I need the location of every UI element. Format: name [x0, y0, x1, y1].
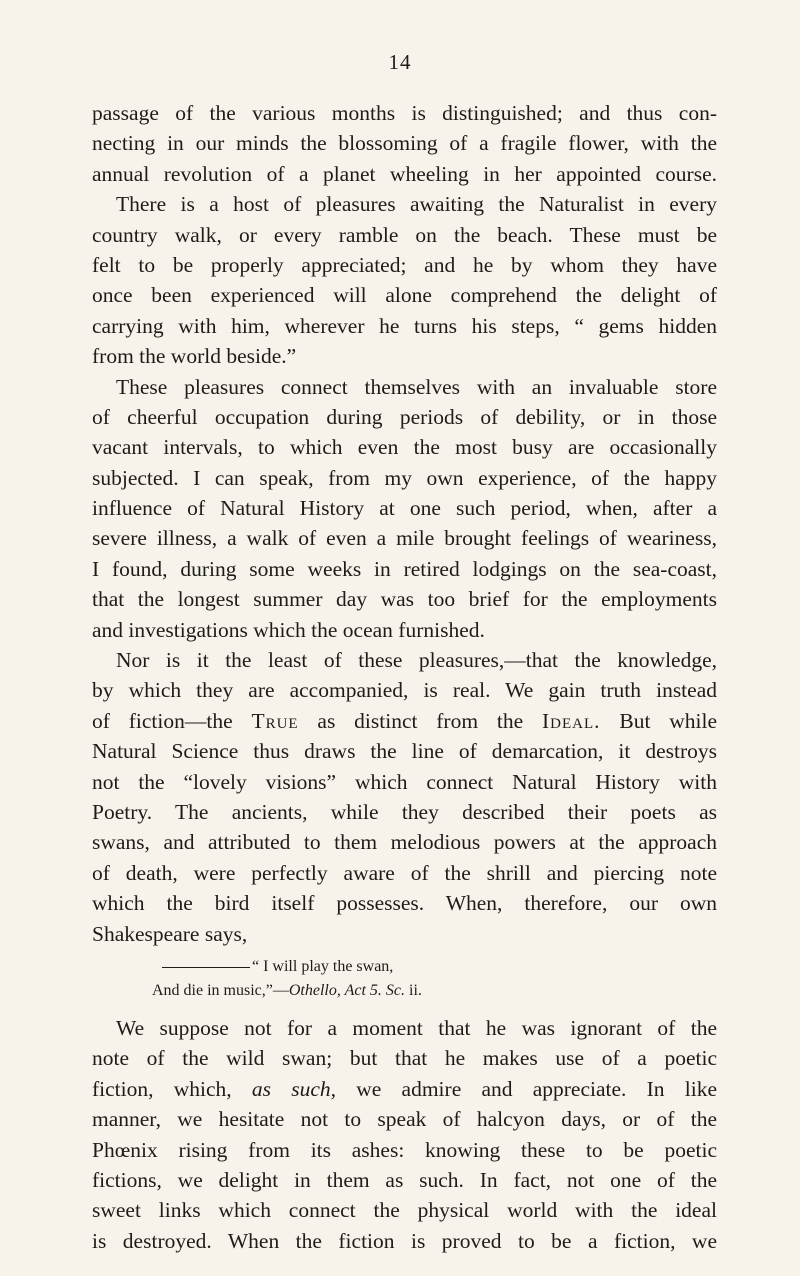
text-line: is destroyed. When the fiction is proved to be a fiction, we: [92, 1228, 717, 1253]
text-segment: of fiction—the: [92, 708, 233, 733]
text-line: We suppose not for a moment that he was ignorant of the: [116, 1015, 717, 1040]
text-line: once been experienced will alone comprehend the delight of: [92, 283, 717, 308]
text-segment: fiction, which,: [92, 1076, 232, 1101]
quote-citation-end: ii.: [409, 981, 422, 999]
text-line: manner, we hesitate not to speak of halcyon days, or of the: [92, 1107, 717, 1132]
text-line: There is a host of pleasures awaiting the Naturalist in every: [116, 192, 717, 217]
text-line: by which they are accompanied, is real. We gain truth instead: [92, 678, 717, 703]
text-line: country walk, or every ramble on the beach. These must be: [92, 222, 717, 247]
text-line: Shakespeare says,: [92, 921, 248, 946]
text-line: passage of the various months is distinguished; and thus con-: [92, 101, 717, 125]
quote-text: “ I will play the swan,: [252, 957, 394, 975]
text-segment: But while: [619, 708, 718, 733]
text-line: sweet links which connect the physical world with the ideal: [92, 1198, 717, 1223]
block-quote: [92, 955, 717, 1011]
text-line: that the longest summer day was too brief for the employments: [92, 587, 717, 612]
small-caps-true: True: [251, 708, 299, 733]
text-line: Phœnix rising from its ashes: knowing these to be poetic: [92, 1137, 717, 1162]
quote-line-2: [92, 979, 717, 1003]
text-line: of death, were perfectly aware of the shrill and piercing note: [92, 860, 717, 885]
text-line: Poetry. The ancients, while they described their poets as: [92, 799, 717, 824]
text-segment: we admire and appreciate. In like: [356, 1076, 718, 1101]
text-line: These pleasures connect themselves with an invaluable store: [116, 374, 717, 399]
text-line: and investigations which the ocean furnished.: [92, 617, 485, 642]
text-line: not the “lovely visions” which connect Natural History with: [92, 769, 717, 794]
text-line: annual revolution of a planet wheeling in her appointed course.: [92, 161, 717, 186]
text-segment: as distinct from the: [317, 708, 524, 733]
text-line: Natural Science thus draws the line of demarcation, it destroys: [92, 739, 717, 764]
italic-as-such: as such,: [251, 1076, 337, 1101]
text-line: fictions, we delight in them as such. In fact, not one of the: [92, 1167, 717, 1192]
text-line: carrying with him, wherever he turns his steps, “ gems hidden: [92, 313, 717, 338]
text-line-with-small-caps: [92, 706, 717, 736]
text-line: swans, and attributed to them melodious powers at the approach: [92, 830, 717, 855]
text-line: subjected. I can speak, from my own experience, of the happy: [92, 465, 717, 490]
quote-dash: [162, 967, 250, 968]
text-line: necting in our minds the blossoming of a fragile flower, with the: [92, 131, 717, 156]
text-line: vacant intervals, to which even the most busy are occasionally: [92, 435, 717, 460]
quote-line-1: [92, 955, 717, 979]
page-number: 14: [388, 50, 412, 74]
text-line-with-italic: [92, 1074, 717, 1104]
body-text: [92, 98, 717, 1256]
small-caps-ideal: Ideal.: [542, 708, 601, 733]
text-line: felt to be properly appreciated; and he by whom they have: [92, 252, 717, 277]
quote-text: And die in music,”—: [152, 981, 289, 999]
text-line: which the bird itself possesses. When, therefore, our own: [92, 891, 717, 916]
quote-citation: Othello, Act 5. Sc.: [288, 981, 405, 999]
text-line: severe illness, a walk of even a mile brought feelings of weariness,: [92, 526, 717, 551]
text-line: from the world beside.”: [92, 344, 297, 369]
text-line: note of the wild swan; but that he makes use of a poetic: [92, 1046, 717, 1071]
text-line: I found, during some weeks in retired lodgings on the sea-coast,: [92, 556, 717, 581]
text-line: influence of Natural History at one such period, when, after a: [92, 496, 717, 521]
text-line: Nor is it the least of these pleasures,—that the knowledge,: [116, 648, 717, 673]
text-line: of cheerful occupation during periods of debility, or in those: [92, 404, 717, 429]
